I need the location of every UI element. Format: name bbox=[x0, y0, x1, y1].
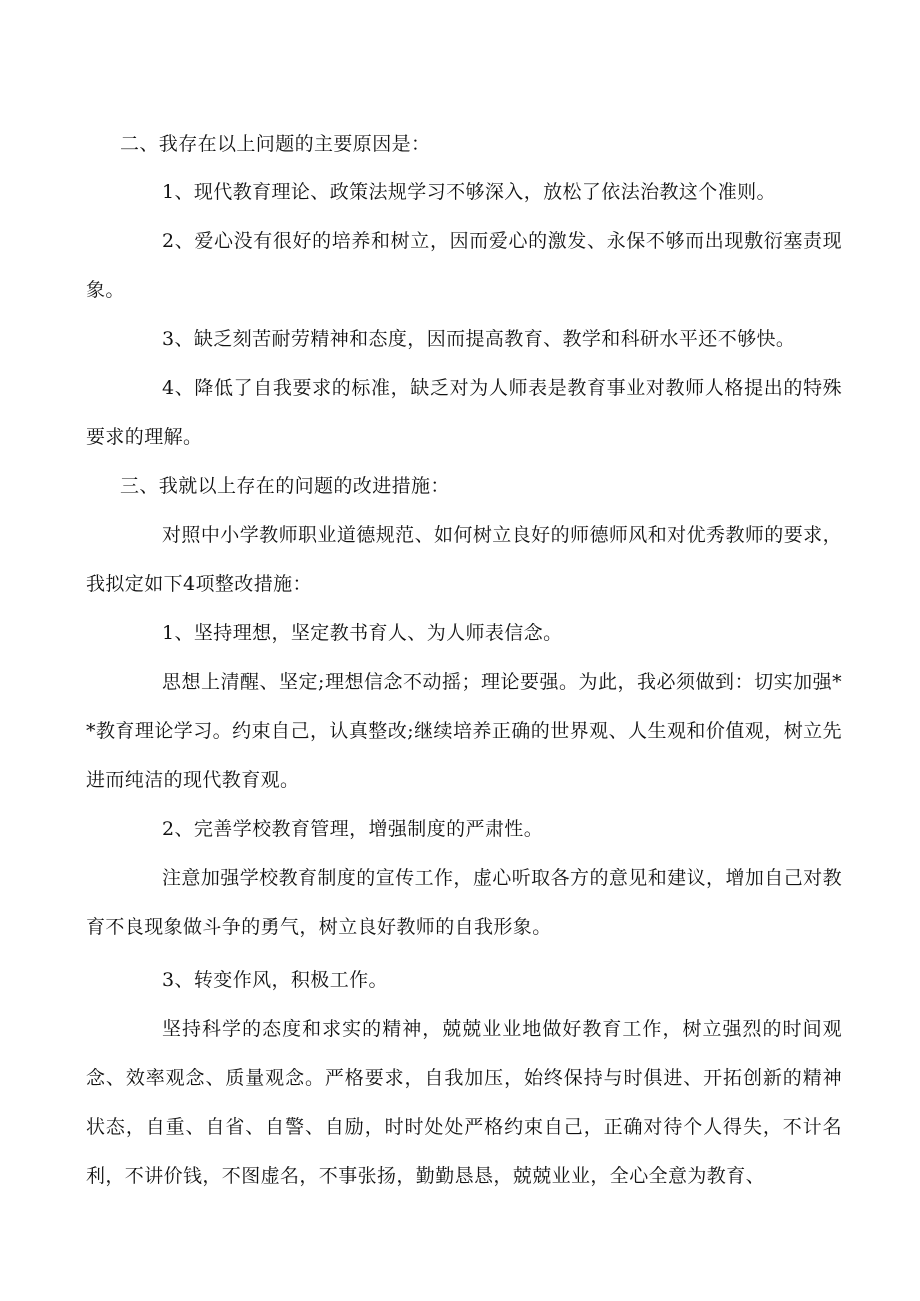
measure-body-3: 坚持科学的态度和求实的精神，兢兢业业地做好教育工作，树立强烈的时间观念、效率观念、质量观念。严格要求，自我加压，始终保持与时俱进、开拓创新的精神状态，自重、自省、自警、自励，时时处处严格约束自己，正确对待个人得失，不计名利，不讲价钱，不图虚名，不事张扬，勤勤恳恳，兢兢业业，全心全意为教育、 bbox=[86, 1018, 842, 1187]
section-heading-reasons: 二、我存在以上问题的主要原因是： bbox=[120, 133, 431, 155]
section-heading-measures: 三、我就以上存在的问题的改进措施： bbox=[120, 475, 450, 497]
measures-intro-paragraph: 对照中小学教师职业道德规范、如何树立良好的师德师风和对优秀教师的要求，我拟定如下4项整改措施： bbox=[86, 524, 842, 595]
measure-body-2: 注意加强学校教育制度的宣传工作，虚心听取各方的意见和建议，增加自己对教育不良现象做斗争的勇气，树立良好教师的自我形象。 bbox=[86, 867, 842, 938]
reason-item-1: 1、现代教育理论、政策法规学习不够深入，放松了依法治教这个准则。 bbox=[162, 181, 776, 203]
reason-item-4: 4、降低了自我要求的标准，缺乏对为人师表是教育事业对教师人格提出的特殊要求的理解。 bbox=[86, 377, 842, 448]
measure-heading-2: 2、完善学校教育管理，增强制度的严肃性。 bbox=[162, 818, 544, 840]
measure-heading-3: 3、转变作风，积极工作。 bbox=[162, 969, 388, 991]
measure-heading-1: 1、坚持理想，坚定教书育人、为人师表信念。 bbox=[162, 622, 563, 644]
reason-item-2: 2、爱心没有很好的培养和树立，因而爱心的激发、永保不够而出现敷衍塞责现象。 bbox=[86, 230, 842, 301]
measure-body-1: 思想上清醒、坚定;理想信念不动摇；理论要强。为此，我必须做到：切实加强**教育理论学习。约束自己，认真整改;继续培养正确的世界观、人生观和价值观，树立先进而纯洁的现代教育观。 bbox=[86, 671, 842, 791]
reason-item-3: 3、缺乏刻苦耐劳精神和态度，因而提高教育、教学和科研水平还不够快。 bbox=[162, 328, 796, 350]
